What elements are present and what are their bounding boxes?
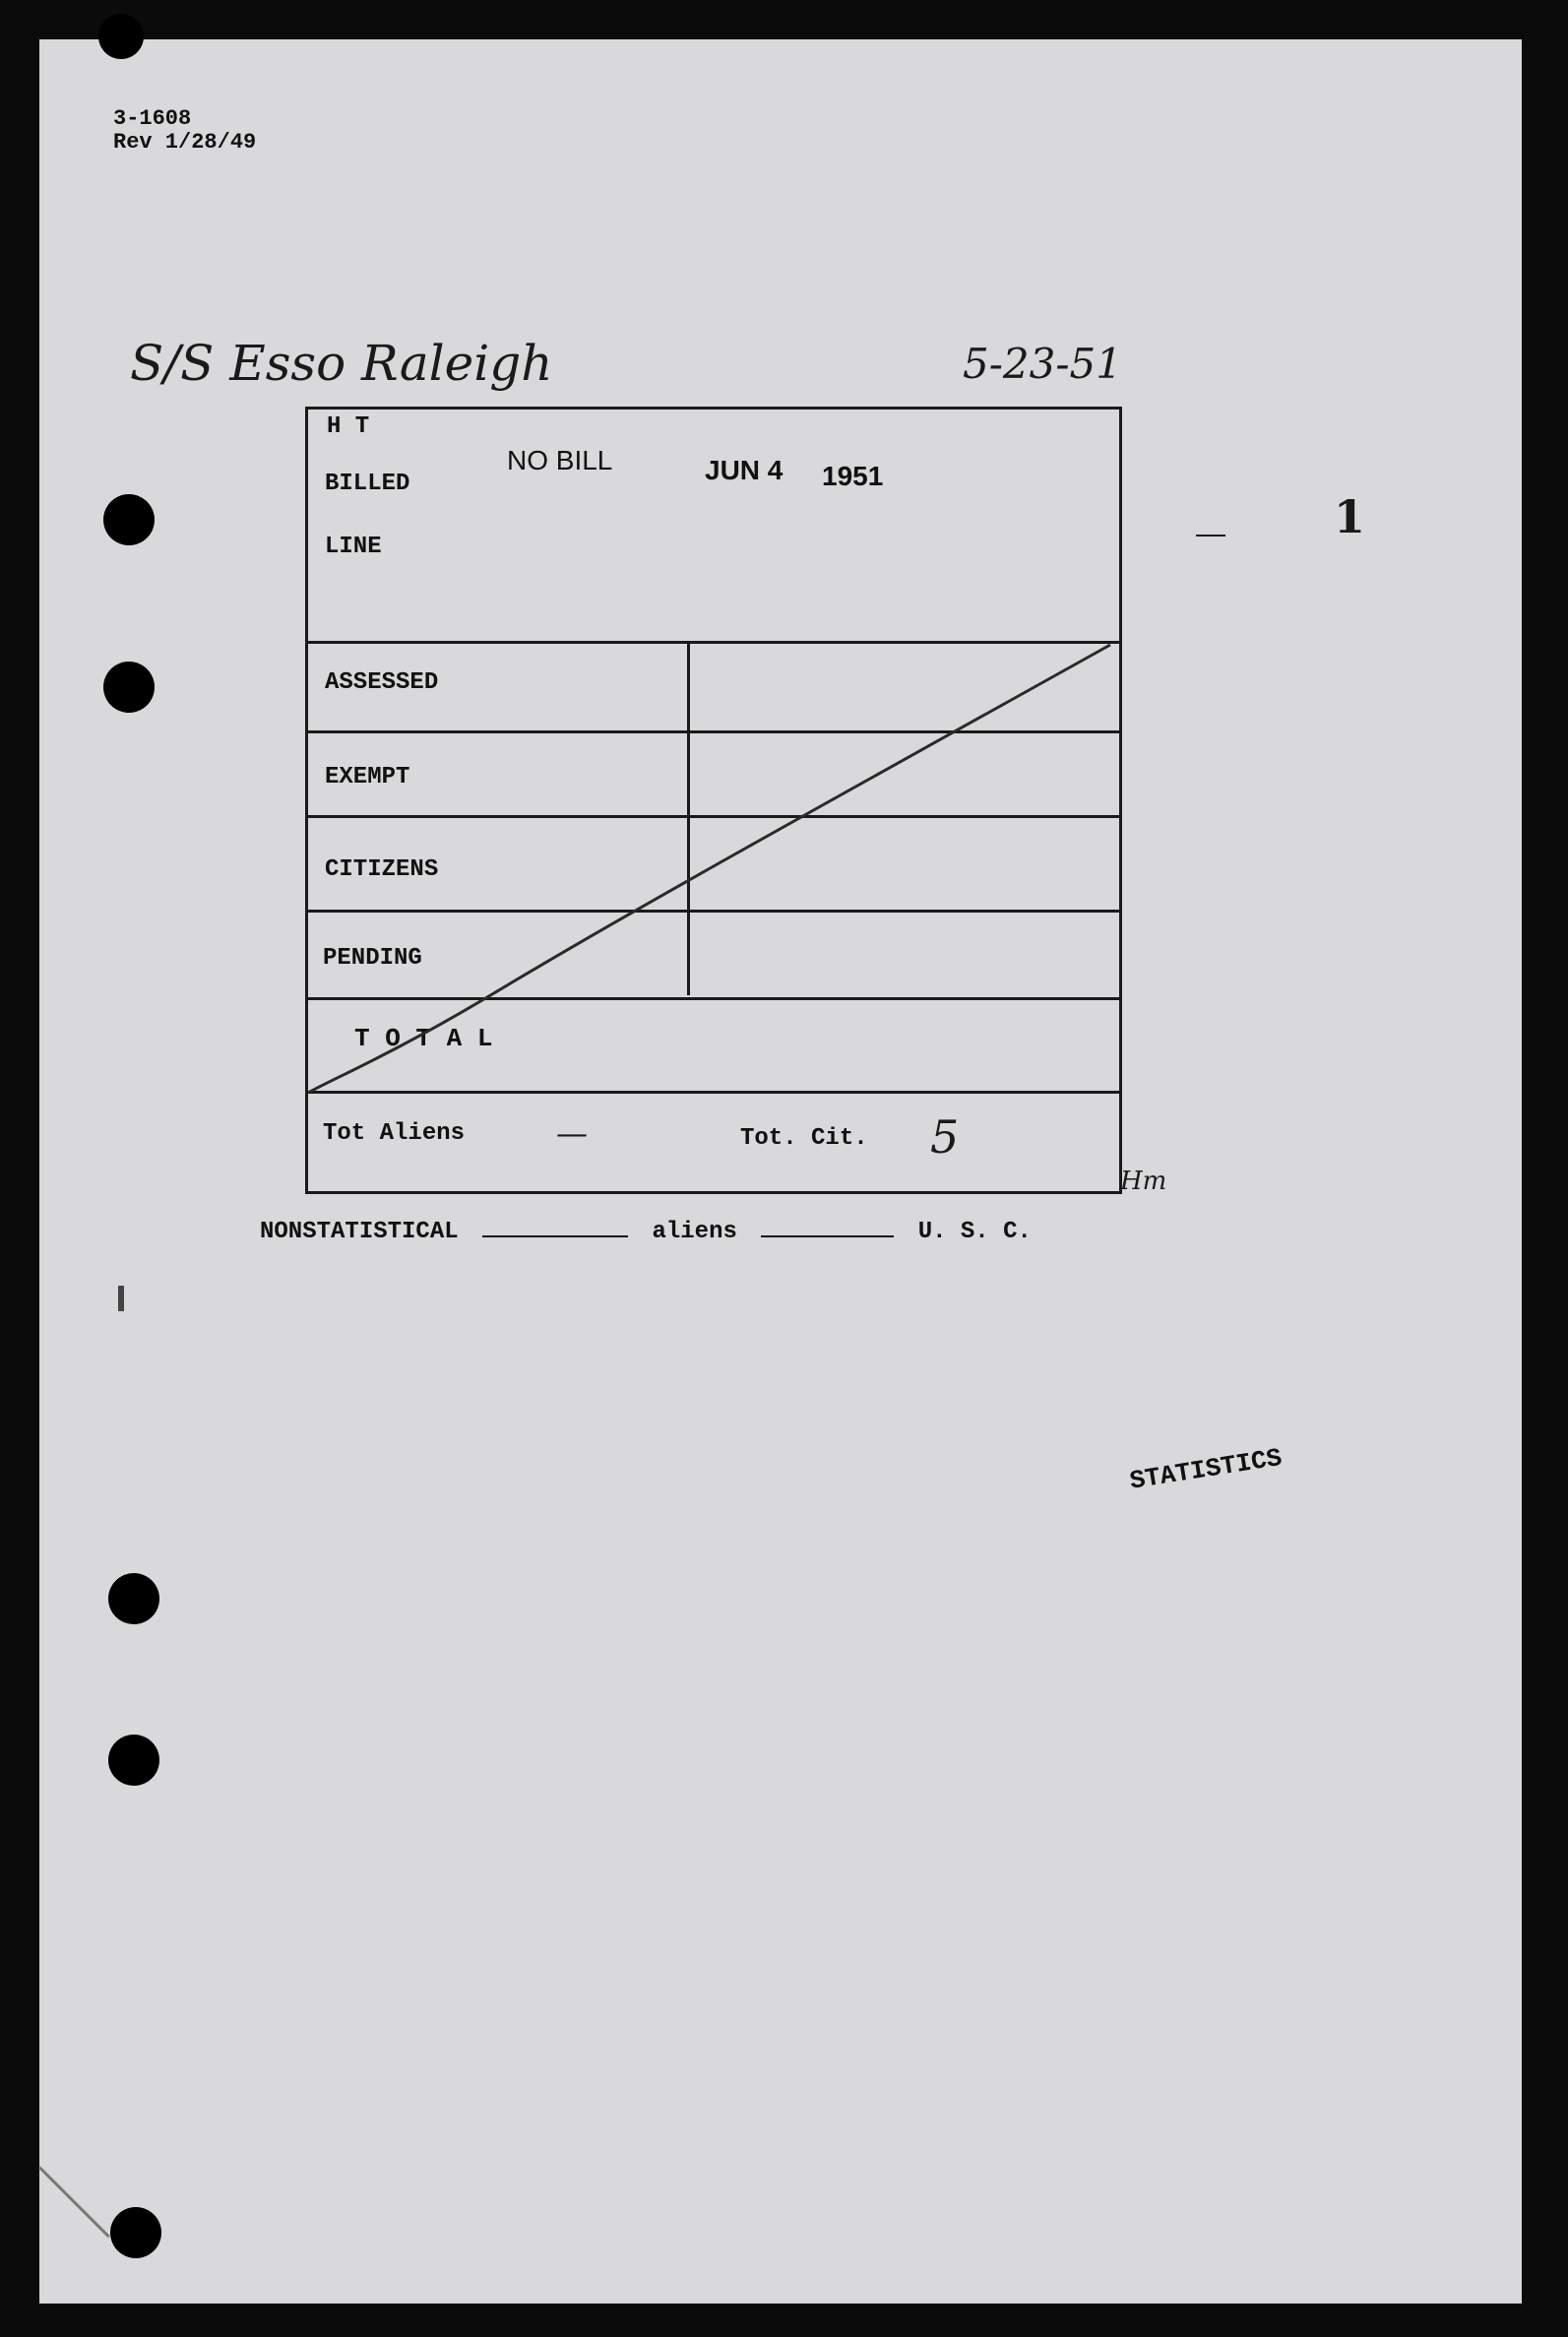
tot-cit-label: Tot. Cit.	[740, 1125, 868, 1152]
total-label: T O T A L	[354, 1024, 493, 1053]
margin-mark	[118, 1286, 124, 1311]
page-mark: 1	[1334, 490, 1366, 543]
vessel-date: 5-23-51	[963, 340, 1122, 388]
form-number: 3-1608	[113, 106, 192, 131]
date-stamp-month-day: JUN 4	[705, 455, 784, 485]
label-ht: H T	[327, 413, 370, 440]
initials: Hm	[1120, 1167, 1167, 1196]
tot-aliens-value: —	[556, 1114, 588, 1152]
form-revision: Rev 1/28/49	[113, 130, 257, 155]
nonstatistical-label: NONSTATISTICAL	[260, 1219, 459, 1245]
row-label-exempt: EXEMPT	[325, 764, 410, 790]
no-bill-stamp: NO BILL	[507, 445, 613, 475]
aliens-label: aliens	[652, 1219, 737, 1245]
label-billed: BILLED	[325, 471, 410, 497]
row-label-assessed: ASSESSED	[325, 669, 439, 696]
row-label-citizens: CITIZENS	[325, 856, 439, 883]
label-line: LINE	[325, 534, 382, 560]
statistics-stamp: STATISTICS	[1127, 1442, 1285, 1496]
date-stamp-year: 1951	[822, 461, 884, 491]
usc-label: U. S. C.	[917, 1219, 1032, 1245]
vessel-name: S/S Esso Raleigh	[130, 335, 553, 392]
tot-cit-value: 5	[930, 1110, 960, 1164]
tot-aliens-label: Tot Aliens	[323, 1120, 466, 1147]
strike-line-path	[308, 645, 1110, 1093]
nonstatistical-line	[260, 1219, 1032, 1245]
aliens-blank	[761, 1235, 894, 1237]
row-label-pending: PENDING	[323, 945, 422, 972]
nonstatistical-blank	[482, 1235, 628, 1237]
